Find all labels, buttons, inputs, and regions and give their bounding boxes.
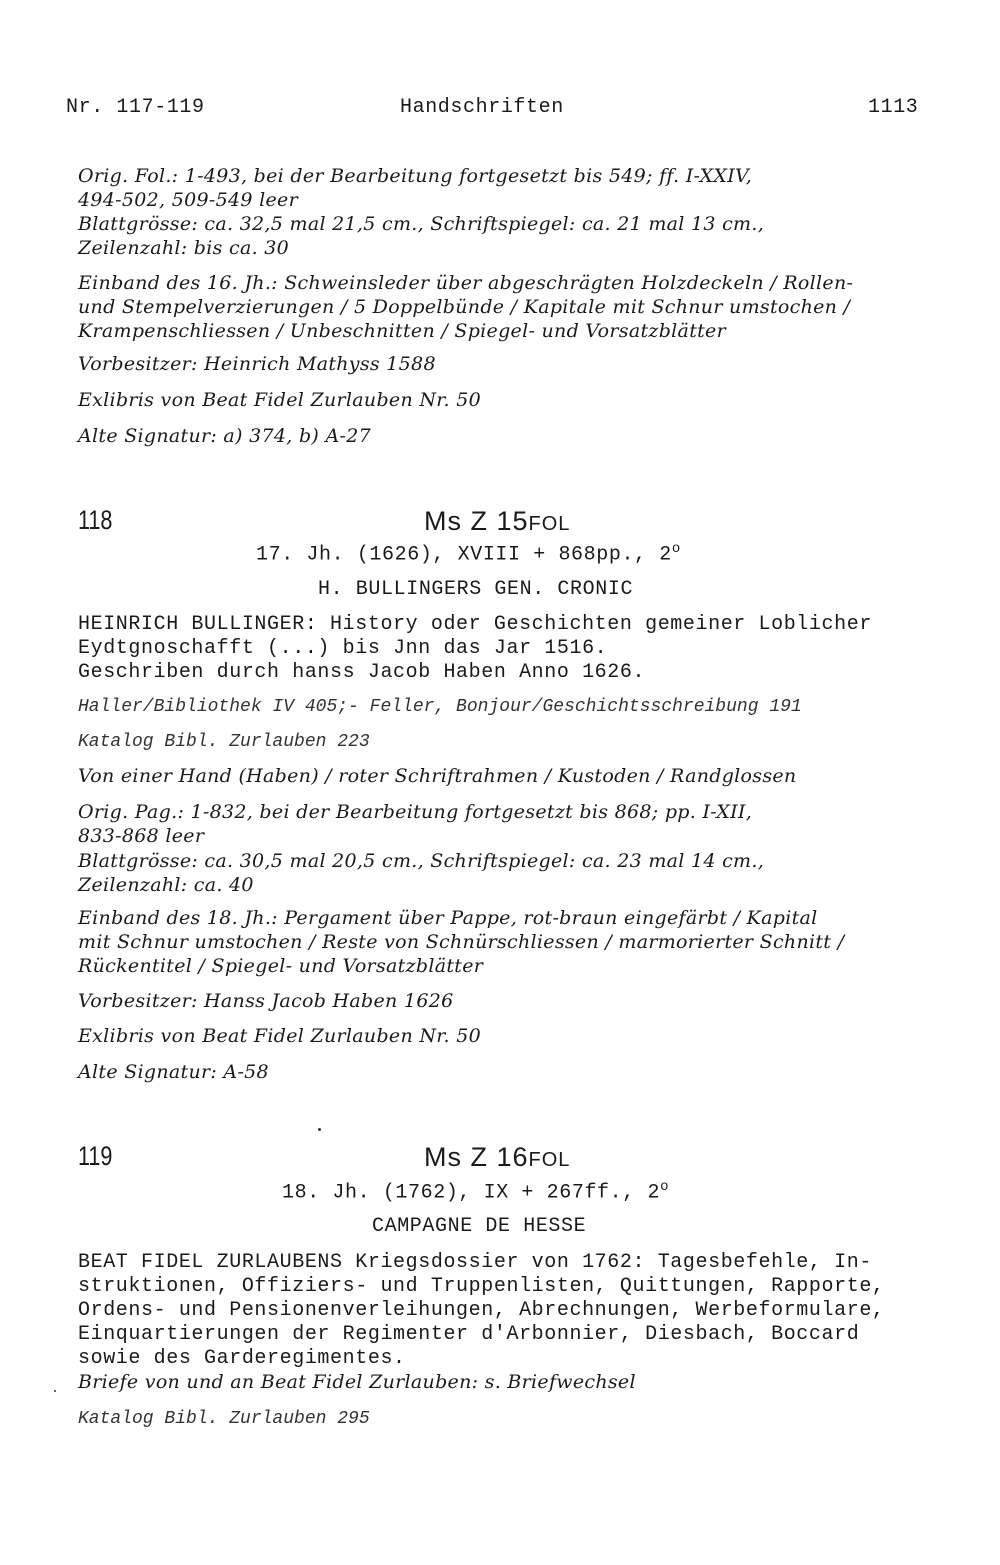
e119-number: 119 <box>78 1141 113 1171</box>
e117-line: Zeilenzahl: bis ca. 30 <box>78 237 290 259</box>
e118-line: Blattgrösse: ca. 30,5 mal 20,5 cm., Schriftspiegel: ca. 23 mal 14 cm., <box>78 850 765 872</box>
e118-line: Vorbesitzer: Hanss Jacob Haben 1626 <box>78 990 454 1012</box>
e118-signature: Ms Z 15FOL <box>424 506 571 536</box>
e119-desc: sowie des Garderegimentes. <box>78 1347 406 1370</box>
header-title: Handschriften <box>400 96 564 119</box>
e117-line: und Stempelverzierungen / 5 Doppelbünde / Kapitale mit Schnur umstochen / <box>78 296 851 318</box>
e119-reference: Katalog Bibl. Zurlauben 295 <box>78 1409 370 1429</box>
e117-line: Orig. Fol.: 1-493, bei der Bearbeitung fortgesetzt bis 549; ff. I-XXIV, <box>78 165 753 187</box>
margin-mark <box>54 1390 56 1392</box>
e118-line: Alte Signatur: A-58 <box>78 1061 269 1083</box>
e119-desc: BEAT FIDEL ZURLAUBENS Kriegsdossier von 1762: Tagesbefehle, In- <box>78 1251 872 1274</box>
e117-line: Blattgrösse: ca. 32,5 mal 21,5 cm., Schriftspiegel: ca. 21 mal 13 cm., <box>78 213 765 235</box>
e118-line: Zeilenzahl: ca. 40 <box>78 874 254 896</box>
e117-line: Exlibris von Beat Fidel Zurlauben Nr. 50 <box>78 389 482 411</box>
e118-line: mit Schnur umstochen / Reste von Schnürschliessen / marmorierter Schnitt / <box>78 931 845 953</box>
e118-line: Exlibris von Beat Fidel Zurlauben Nr. 50 <box>78 1025 482 1047</box>
e117-line: Vorbesitzer: Heinrich Mathyss 1588 <box>78 353 436 375</box>
e118-line: Von einer Hand (Haben) / roter Schriftrahmen / Kustoden / Randglossen <box>78 765 797 787</box>
e118-line: 833-868 leer <box>78 825 205 847</box>
e119-signature: Ms Z 16FOL <box>424 1142 571 1172</box>
e118-line: Orig. Pag.: 1-832, bei der Bearbeitung fortgesetzt bis 868; pp. I-XII, <box>78 801 753 823</box>
e117-line: Krampenschliessen / Unbeschnitten / Spiegel- und Vorsatzblätter <box>78 320 726 342</box>
e119-desc: struktionen, Offiziers- und Truppenlisten, Quittungen, Rapporte, <box>78 1275 885 1298</box>
e117-line: 494-502, 509-549 leer <box>78 189 298 211</box>
e118-reference: Katalog Bibl. Zurlauben 223 <box>78 732 370 752</box>
e118-desc: HEINRICH BULLINGER: History oder Geschichten gemeiner Loblicher <box>78 613 872 636</box>
e119-line: Briefe von und an Beat Fidel Zurlauben: s. Briefwechsel <box>78 1371 636 1393</box>
e118-line: Einband des 18. Jh.: Pergament über Pappe, rot-braun eingefärbt / Kapital <box>78 907 818 929</box>
stray-mark <box>318 1128 321 1131</box>
e119-title: CAMPAGNE DE HESSE <box>372 1215 587 1238</box>
e117-line: Alte Signatur: a) 374, b) A-27 <box>78 425 371 447</box>
header-page-number: 1113 <box>868 96 919 119</box>
e118-line: Rückentitel / Spiegel- und Vorsatzblätter <box>78 955 484 977</box>
e119-date-line: 18. Jh. (1762), IX + 267ff., 2$^o$ <box>282 1179 670 1205</box>
e118-number: 118 <box>78 505 113 535</box>
e119-desc: Ordens- und Pensionenverleihungen, Abrechnungen, Werbeformulare, <box>78 1299 885 1322</box>
e118-date-line: 17. Jh. (1626), XVIII + 868pp., 2$^o$ <box>256 541 681 567</box>
header-entry-range: Nr. 117-119 <box>66 96 205 119</box>
e117-line: Einband des 16. Jh.: Schweinsleder über abgeschrägten Holzdeckeln / Rollen- <box>78 272 854 294</box>
e118-desc: Eydtgnoschafft (...) bis Jnn das Jar 1516. <box>78 637 608 660</box>
e118-desc: Geschriben durch hanss Jacob Haben Anno 1626. <box>78 661 646 684</box>
e118-reference: Haller/Bibliothek IV 405;- Feller, Bonjour/Geschichtsschreibung 191 <box>78 697 802 717</box>
e118-title: H. BULLINGERS GEN. CRONIC <box>318 578 634 601</box>
e119-desc: Einquartierungen der Regimenter d'Arbonnier, Diesbach, Boccard <box>78 1323 860 1346</box>
